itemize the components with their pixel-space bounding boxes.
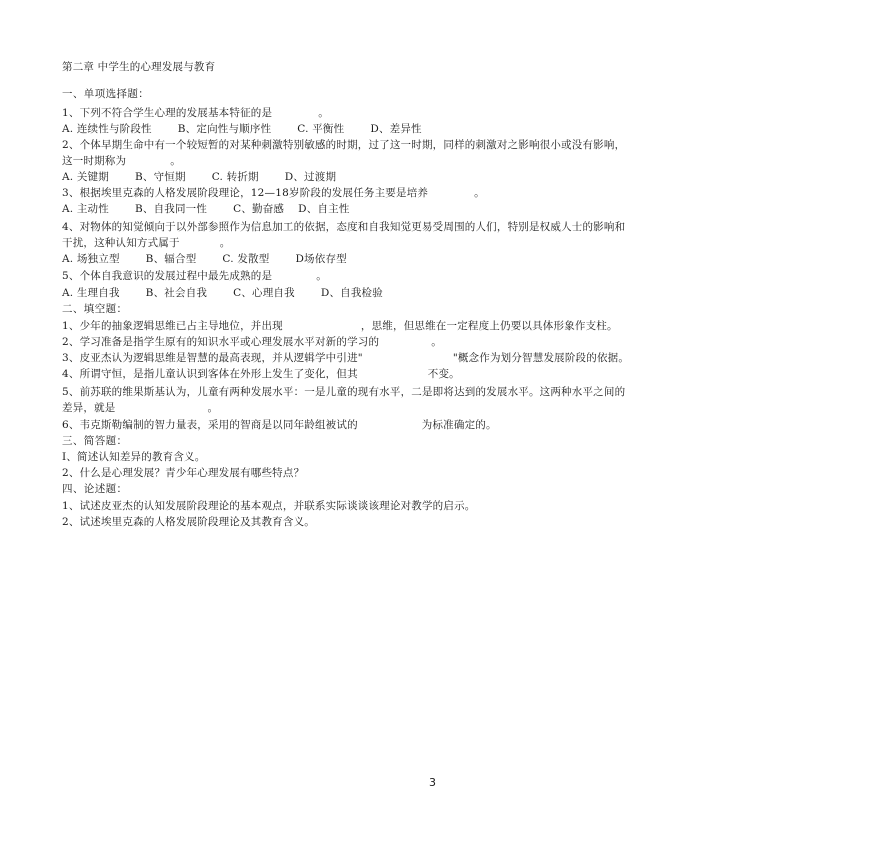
option-b: B、守恒期 xyxy=(134,171,186,183)
option-b: B、社会自我 xyxy=(145,287,208,299)
essay-2: 2、试述埃里克森的人格发展阶段理论及其教育含义。 xyxy=(62,516,315,528)
option-d: D、自主性 xyxy=(298,203,350,215)
fill-5-line-1: 5、前苏联的维果斯基认为，儿童有两种发展水平：一是儿童的现有水平，二是即将达到的发展水平。这两种水平之间的 xyxy=(62,386,626,398)
question-text: 5、个体自我意识的发展过程中最先成熟的是 xyxy=(62,270,273,282)
question-end: 。 xyxy=(170,155,181,167)
page-number: 3 xyxy=(429,776,436,789)
question-4-line-1: 4、对物体的知觉倾向于以外部参照作为信息加工的依据，态度和自我知觉更易受周围的人们，特别是权威人士的影响和 xyxy=(62,221,626,233)
option-a: A. 生理自我 xyxy=(62,287,120,299)
question-1 xyxy=(62,106,822,120)
question-5 xyxy=(62,269,822,283)
question-1-options xyxy=(62,122,822,136)
question-3 xyxy=(62,186,822,200)
option-a: A. 关键期 xyxy=(62,171,109,183)
question-4-options xyxy=(62,252,822,266)
fill-3 xyxy=(62,351,822,365)
option-a: A. 主动性 xyxy=(62,203,109,215)
essay-1: 1、试述皮亚杰的认知发展阶段理论的基本观点，并联系实际谈谈该理论对教学的启示。 xyxy=(62,500,476,512)
section-heading-short-answer: 三、简答题： xyxy=(62,435,128,447)
option-c: C. 平衡性 xyxy=(297,123,345,135)
section-heading-fill: 二、填空题： xyxy=(62,303,128,315)
fill-6 xyxy=(62,418,822,432)
option-c: C. 发散型 xyxy=(222,253,270,265)
option-d: D、差异性 xyxy=(370,123,422,135)
fill-text-start: 2、学习准备是指学生原有的知识水平或心理发展水平对新的学习的 xyxy=(62,336,380,348)
option-b: B、定向性与顺序性 xyxy=(177,123,272,135)
question-2-line-2 xyxy=(62,154,822,168)
question-text: 干扰，这种认知方式属于 xyxy=(62,237,180,249)
question-end: 。 xyxy=(316,270,327,282)
question-4-line-2 xyxy=(62,236,822,250)
fill-text-end: "概念作为划分智慧发展阶段的依据。 xyxy=(452,352,630,364)
fill-text-start: 3、皮亚杰认为逻辑思维是智慧的最高表现，并从逻辑学中引进" xyxy=(62,352,363,364)
option-a: A. 连续性与阶段性 xyxy=(62,123,152,135)
question-3-options xyxy=(62,202,822,216)
option-c: C、勤奋感 xyxy=(233,203,285,215)
fill-4 xyxy=(62,367,822,381)
question-2-line-1: 2、个体早期生命中有一个较短暂的对某种刺激特别敏感的时期，过了这一时期，同样的刺激对之影响很小或没有影响， xyxy=(62,139,626,151)
question-end: 。 xyxy=(318,107,329,119)
chapter-title: 第二章 中学生的心理发展与教育 xyxy=(62,61,216,73)
question-text: 这一时期称为 xyxy=(62,155,127,167)
section-heading-essay: 四、论述题： xyxy=(62,483,128,495)
fill-2 xyxy=(62,335,822,349)
fill-text-end: 。 xyxy=(431,336,442,348)
question-2-options xyxy=(62,170,822,184)
question-end: 。 xyxy=(219,237,231,249)
short-answer-1: I、简述认知差异的教育含义。 xyxy=(62,451,206,463)
fill-5-line-2 xyxy=(62,401,822,415)
fill-1 xyxy=(62,319,822,333)
option-c: C、心理自我 xyxy=(233,287,295,299)
fill-text-end: 。 xyxy=(207,402,219,414)
section-heading-choice: 一、单项选择题： xyxy=(62,88,150,100)
question-5-options xyxy=(62,286,822,300)
fill-text-end: ，思维，但思维在一定程度上仍要以具体形象作支柱。 xyxy=(360,320,618,332)
question-end: 。 xyxy=(474,187,485,199)
fill-text-start: 差异，就是 xyxy=(62,402,116,414)
question-text: 3、根据埃里克森的人格发展阶段理论，12—18岁阶段的发展任务主要是培养 xyxy=(62,187,429,199)
fill-text-start: 4、所谓守恒，是指儿童认识到客体在外形上发生了变化，但其 xyxy=(62,368,358,380)
option-d: D场依存型 xyxy=(295,253,347,265)
option-a: A. 场独立型 xyxy=(62,253,120,265)
fill-text-end: 不变。 xyxy=(427,368,460,380)
option-d: D、自我检验 xyxy=(320,287,383,299)
option-b: B、辐合型 xyxy=(145,253,197,265)
option-d: D、过渡期 xyxy=(284,171,337,183)
short-answer-2: 2、什么是心理发展？青少年心理发展有哪些特点？ xyxy=(62,467,305,479)
option-c: C. 转折期 xyxy=(211,171,259,183)
fill-text-start: 1、少年的抽象逻辑思维已占主导地位，并出现 xyxy=(62,320,283,332)
fill-text-end: 为标准确定的。 xyxy=(421,419,497,431)
option-b: B、自我同一性 xyxy=(134,203,208,215)
question-text: 1、下列不符合学生心理的发展基本特征的是 xyxy=(62,107,273,119)
fill-text-start: 6、韦克斯勒编制的智力量表，采用的智商是以同年龄组被试的 xyxy=(62,419,358,431)
